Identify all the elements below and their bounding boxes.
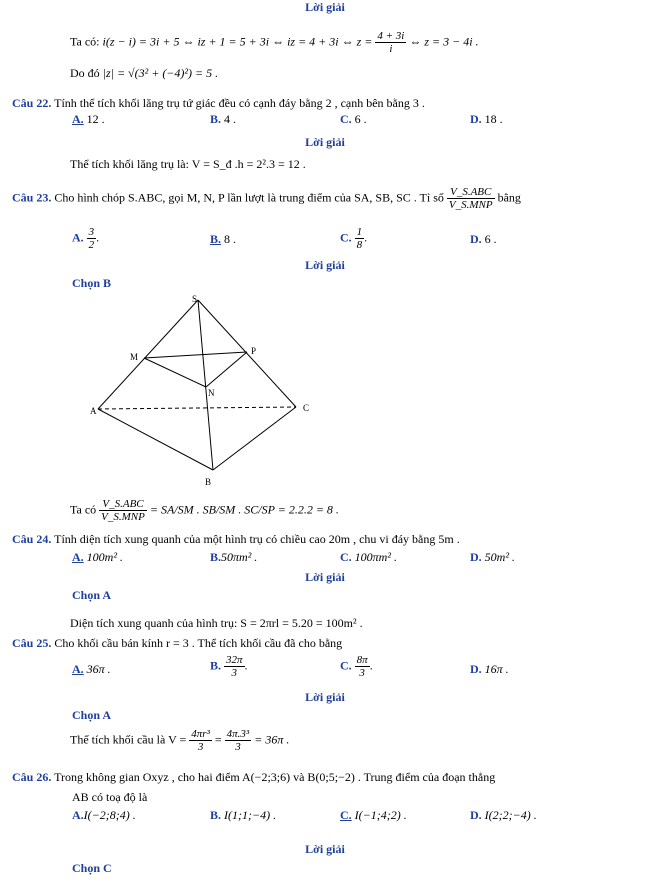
question-26-label: Câu 26.: [12, 770, 52, 784]
q23-solution-math: = SA/SM . SB/SM . SC/SP = 2.2.2 = 8 .: [149, 502, 339, 517]
question-24-label: Câu 24.: [12, 532, 52, 546]
segment-mp: [144, 352, 247, 358]
solution-21-math-2: ⇔ z = 3 − 4i .: [409, 34, 479, 49]
label-b: B: [205, 477, 212, 487]
solution-21-line-1: [70, 30, 479, 55]
solution-21-prefix: Ta có:: [70, 34, 100, 49]
q25-option-d: D. 16π .: [470, 662, 509, 676]
q23-choose: Chọn B: [72, 276, 112, 290]
solution-21-fraction: $\frac{4 + 3i}{i}$: [377, 30, 405, 55]
q22-option-a: A. 12 .: [72, 112, 105, 126]
solution-21-modulus: |z| = √(3² + (−4)²) = 5 .: [102, 66, 219, 80]
label-m: M: [130, 352, 139, 362]
q23-solution-heading: Lời giải: [305, 258, 345, 272]
solution-21-line-2: [70, 66, 218, 81]
question-22-label: Câu 22.: [12, 96, 52, 110]
q25-solution-heading: Lời giải: [305, 690, 345, 704]
question-26: [12, 770, 495, 785]
question-23-label: Câu 23.: [12, 190, 52, 205]
q23-solution-ratio: $\frac{\text{V\_S.ABC}}{\text{V\_S.MNP}}$: [101, 498, 145, 523]
q26-choose: Chọn C: [72, 861, 112, 875]
q22-option-b: B. 4 .: [210, 112, 237, 126]
q23-option-c: C. $\frac{1}{8}$ .: [340, 226, 368, 251]
edge-sb: [198, 300, 213, 470]
q26-option-c: C. I(−1;4;2) .: [340, 808, 407, 822]
question-23: [12, 186, 521, 211]
q24-solution-heading: Lời giải: [305, 570, 345, 584]
q22-solution: Thể tích khối lăng trụ là: V = S_đ .h = 2².3 = 12 .: [70, 157, 306, 171]
q23-option-d: D. 6 .: [470, 232, 497, 246]
pyramid-figure: [80, 292, 340, 492]
question-26-text-2: AB có toạ độ là: [72, 790, 148, 804]
solution-21-math-1: i(z − i) = 3i + 5 ⇔ iz + 1 = 5 + 3i ⇔ iz = 4 + 3i ⇔ z =: [102, 34, 373, 49]
q23-option-a: A. $\frac{3}{2}$ .: [72, 226, 100, 251]
q26-option-d: D. I(2;2;−4) .: [470, 808, 537, 822]
q23-option-b: B. 8 .: [210, 232, 237, 246]
q25-option-c: C. $\frac{8\pi}{3}$ .: [340, 654, 373, 679]
q23-solution-line: [70, 498, 339, 523]
label-s: S: [192, 294, 198, 304]
q25-option-a: A. 36π .: [72, 662, 111, 676]
q26-solution-heading: Lời giải: [305, 842, 345, 856]
label-n: N: [208, 388, 215, 398]
segment-mn: [144, 358, 206, 387]
q22-option-c: C. 6 .: [340, 112, 367, 126]
q24-choose: Chọn A: [72, 588, 112, 602]
q26-option-a: A.I(−2;8;4) .: [72, 808, 136, 822]
question-25-text: Cho khối cầu bán kính r = 3 . Thể tích khối cầu đã cho bằng: [54, 636, 343, 650]
q24-option-b: B.50πm² .: [210, 550, 258, 564]
q24-option-d: D. 50m² .: [470, 550, 515, 564]
q26-option-b: B. I(1;1;−4) .: [210, 808, 277, 822]
q25-option-b: B. $\frac{32\pi}{3}$ .: [210, 654, 248, 679]
segment-pn: [206, 352, 247, 387]
q22-option-d: D. 18 .: [470, 112, 503, 126]
question-22-text: Tính thể tích khối lăng trụ tứ giác đều có cạnh đáy bằng 2 , cạnh bên bằng 3 .: [54, 96, 425, 110]
question-22: [12, 96, 425, 111]
label-p: P: [251, 346, 257, 356]
q24-option-a: A. 100m² .: [72, 550, 123, 564]
solution-heading-top: Lời giải: [305, 0, 345, 14]
q22-solution-heading: Lời giải: [305, 135, 345, 149]
label-c: C: [303, 403, 310, 413]
edge-ab: [98, 409, 213, 470]
question-26-text-1: Trong không gian Oxyz , cho hai điểm A(−2;3;6) và B(0;5;−2) . Trung điểm của đoạn thẳng: [54, 770, 496, 784]
solution-21-prefix-2: Do đó: [70, 66, 100, 80]
edge-cb: [213, 407, 296, 470]
q25-choose: Chọn A: [72, 708, 112, 722]
q23-solution-prefix: Ta có: [70, 502, 97, 517]
q25-solution: Thể tích khối cầu là V = $\frac{\text{4πr³}}{3}$ = $\frac{\text{4π.3³}}{3}$ = 36π .: [70, 728, 290, 753]
edge-sa: [98, 300, 198, 409]
label-a: A: [90, 406, 97, 416]
question-23-ratio: $\frac{\text{V\_S.ABC}}{\text{V\_S.MNP}}$: [448, 186, 493, 211]
question-25-label: Câu 25.: [12, 636, 52, 650]
question-23-text-2: bằng: [497, 190, 521, 205]
question-23-text-1: Cho hình chóp S.ABC, gọi M, N, P lần lượt là trung điểm của SA, SB, SC . Tỉ số: [54, 190, 444, 205]
q24-solution: Diện tích xung quanh của hình trụ: S = 2πrl = 5.20 = 100m² .: [70, 616, 363, 630]
question-24-text: Tính diện tích xung quanh của một hình trụ có chiều cao 20m , chu vi đáy bằng 5m .: [54, 532, 460, 546]
question-25: [12, 636, 342, 651]
edge-ac: [98, 407, 296, 409]
question-24: [12, 532, 460, 547]
q24-option-c: C. 100πm² .: [340, 550, 397, 564]
